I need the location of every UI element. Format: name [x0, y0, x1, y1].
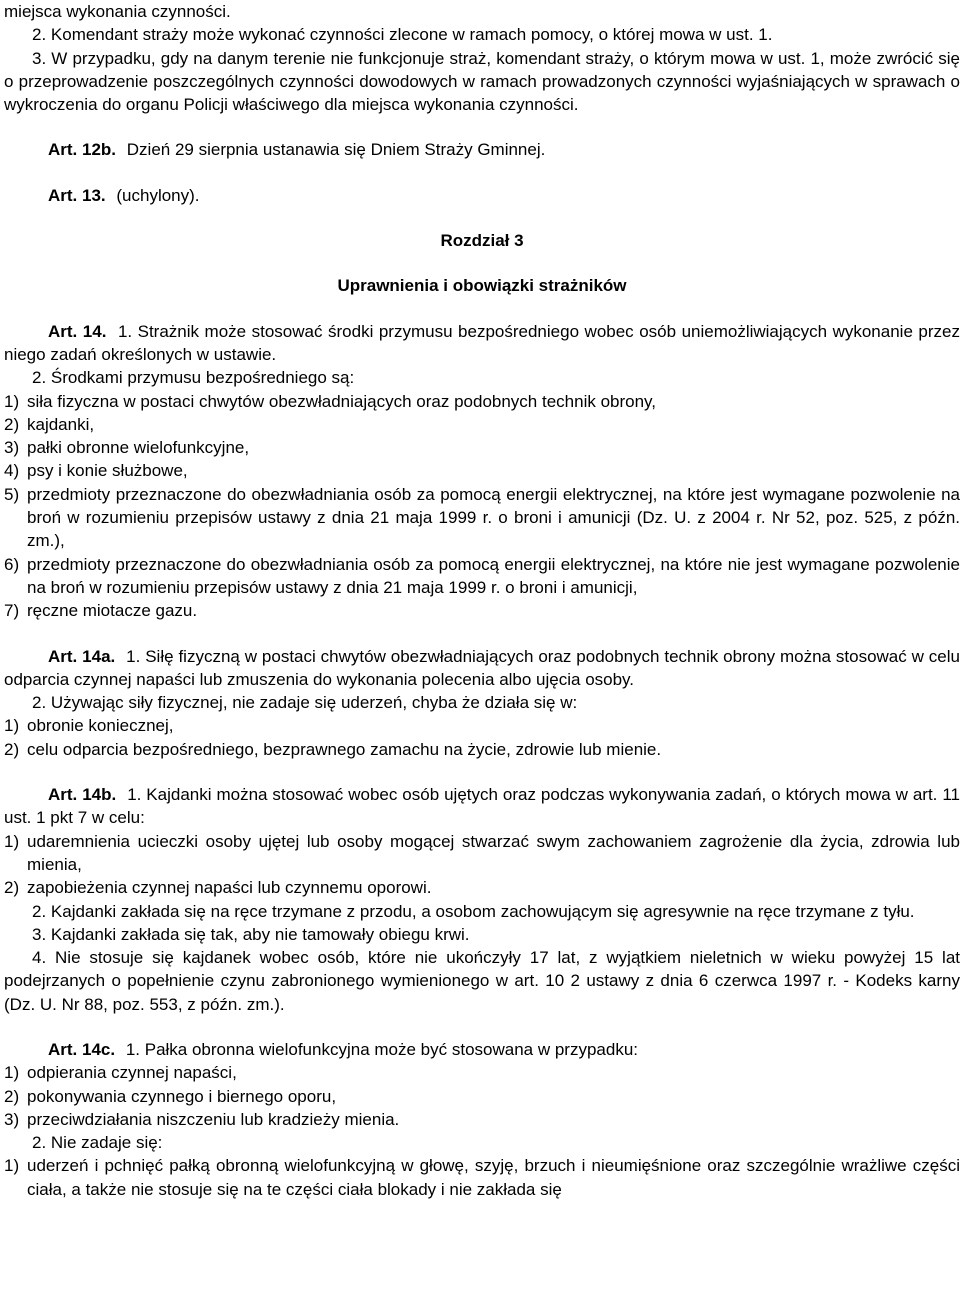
chapter-subtitle: Uprawnienia i obowiązki strażników — [337, 276, 627, 296]
list-item-text: udaremnienia ucieczki osoby ujętej lub osoby mogącej stwarzać swym zachowaniem zagrożenie dla życia, zdrowia lub mienia, — [27, 831, 960, 874]
article-13 — [4, 184, 960, 207]
list-item — [4, 436, 960, 459]
list-item-number: 1) — [4, 831, 20, 851]
list-item-number: 2) — [4, 414, 20, 434]
article-14a — [4, 645, 960, 692]
list-item-number: 2) — [4, 1086, 20, 1106]
list-item-text: psy i konie służbowe, — [27, 461, 188, 481]
list-item — [4, 1085, 960, 1108]
paragraph: 2. Używając siły fizycznej, nie zadaje się uderzeń, chyba że działa się w: — [32, 693, 578, 713]
list-item-text: obronie koniecznej, — [27, 716, 174, 736]
article-label: Art. 14a. — [48, 646, 116, 666]
paragraph: 4. Nie stosuje się kajdanek wobec osób, które nie ukończyły 17 lat, z wyjątkiem nieletnich w wieku powyżej 15 lat podejrzanych o popełnienie czynu zabronionego wymienionego w art. 10 2 ustawy z dnia 6 czerwca 1997 r. - Kodeks karny (Dz. U. Nr 88, poz. 553, z późn. zm.). — [4, 948, 960, 1014]
list-item-number: 2) — [4, 739, 20, 759]
article-text: 1. Strażnik może stosować środki przymusu bezpośredniego wobec osób uniemożliwiających wykonanie przez niego zadań określonych w ustawie. — [4, 321, 960, 364]
list-item — [4, 459, 960, 482]
list-item-number: 7) — [4, 601, 20, 621]
list-item-text: zapobieżenia czynnej napaści lub czynnemu oporowi. — [27, 878, 432, 898]
list — [4, 830, 960, 900]
paragraph: 2. Komendant straży może wykonać czynności zlecone w ramach pomocy, o której mowa w ust. 1. — [32, 25, 773, 45]
article-text: Dzień 29 sierpnia ustanawia się Dniem Straży Gminnej. — [126, 140, 546, 160]
list — [4, 1154, 960, 1201]
list-item — [4, 830, 960, 877]
article-text: 1. Kajdanki można stosować wobec osób ujętych oraz podczas wykonywania zadań, o których mowa w art. 11 ust. 1 pkt 7 w celu: — [4, 785, 960, 828]
article-14b — [4, 783, 960, 830]
paragraph: 2. Kajdanki zakłada się na ręce trzymane z przodu, a osobom zachowującym się agresywnie na ręce trzymane z tyłu. — [32, 901, 915, 921]
article-text: 1. Siłę fizyczną w postaci chwytów obezwładniających oraz podobnych technik obrony można stosować w celu odparcia czynnej napaści lub zmuszenia do wykonania polecenia albo ujęcia osoby. — [4, 646, 960, 689]
article-14c — [4, 1038, 960, 1061]
list-item-text: pałki obronne wielofunkcyjne, — [27, 438, 250, 458]
paragraph: miejsca wykonania czynności. — [4, 2, 231, 21]
article-label: Art. 12b. — [48, 140, 117, 160]
article-14 — [4, 320, 960, 367]
list-item-text: odpierania czynnej napaści, — [27, 1063, 237, 1083]
list-item — [4, 483, 960, 553]
list-item — [4, 413, 960, 436]
article-label: Art. 14c. — [48, 1039, 116, 1059]
paragraph: 2. Nie zadaje się: — [32, 1133, 163, 1153]
paragraph: 2. Środkami przymusu bezpośredniego są: — [32, 368, 355, 388]
list-item-number: 3) — [4, 1109, 20, 1129]
list — [4, 714, 960, 761]
list-item-number: 3) — [4, 438, 20, 458]
list-item — [4, 714, 960, 737]
paragraph: 3. Kajdanki zakłada się tak, aby nie tamowały obiegu krwi. — [32, 924, 470, 944]
article-text: 1. Pałka obronna wielofunkcyjna może być stosowana w przypadku: — [125, 1039, 638, 1059]
list-item — [4, 738, 960, 761]
list-item-text: ręczne miotacze gazu. — [27, 601, 198, 621]
chapter-title: Rozdział 3 — [440, 231, 524, 251]
list-item-text: przedmioty przeznaczone do obezwładniania osób za pomocą energii elektrycznej, na które jest wymagane pozwolenie na broń w rozumieniu przepisów ustawy z dnia 21 maja 1999 r. o broni i amunicji (Dz. U. z 2004 r. Nr 52, poz. 525, z późn. zm.), — [27, 484, 960, 551]
article-label: Art. 13. — [48, 185, 106, 205]
article-text: (uchylony). — [116, 185, 200, 205]
list-item — [4, 390, 960, 413]
list-item-text: pokonywania czynnego i biernego oporu, — [27, 1086, 337, 1106]
list-item-number: 6) — [4, 554, 20, 574]
list-item-number: 1) — [4, 391, 20, 411]
list-item — [4, 553, 960, 600]
article-12b — [4, 138, 960, 161]
list-item-number: 4) — [4, 461, 20, 481]
list-item-number: 1) — [4, 716, 20, 736]
list-item-text: kajdanki, — [27, 414, 95, 434]
list-item-text: siła fizyczna w postaci chwytów obezwładniających oraz podobnych technik obrony, — [27, 391, 657, 411]
paragraph: 3. W przypadku, gdy na danym terenie nie funkcjonuje straż, komendant straży, o którym mowa w ust. 1, może zwrócić się o przeprowadzenie poszczególnych czynności dowodowych w ramach prowadzonych czynności wyjaśniających w sprawach o wykroczenia do organu Policji właściwego dla miejsca wykonania czynności. — [4, 48, 960, 115]
list-item-number: 5) — [4, 484, 20, 504]
list-item — [4, 876, 960, 899]
list-item-text: celu odparcia bezpośredniego, bezprawnego zamachu na życie, zdrowie lub mienie. — [27, 739, 662, 759]
list-item-number: 2) — [4, 878, 20, 898]
article-label: Art. 14b. — [48, 785, 117, 805]
list — [4, 1061, 960, 1131]
list-item-text: przedmioty przeznaczone do obezwładniania osób za pomocą energii elektrycznej, na które nie jest wymagane pozwolenie na broń w rozumieniu przepisów ustawy z dnia 21 maja 1999 r. o broni i amunicji, — [27, 554, 960, 597]
list-item — [4, 1108, 960, 1131]
list-item-text: przeciwdziałania niszczeniu lub kradzieży mienia. — [27, 1109, 400, 1129]
list-item-number: 1) — [4, 1156, 20, 1176]
list-item — [4, 599, 960, 622]
list-item-text: uderzeń i pchnięć pałką obronną wielofunkcyjną w głowę, szyję, brzuch i nieumięśnione oraz szczególnie wrażliwe części ciała, a także nie stosuje się na te części ciała blokady i nie zakłada się — [27, 1156, 960, 1199]
list-item-number: 1) — [4, 1063, 20, 1083]
list-item — [4, 1061, 960, 1084]
list — [4, 390, 960, 623]
list-item — [4, 1154, 960, 1201]
article-label: Art. 14. — [48, 321, 107, 341]
